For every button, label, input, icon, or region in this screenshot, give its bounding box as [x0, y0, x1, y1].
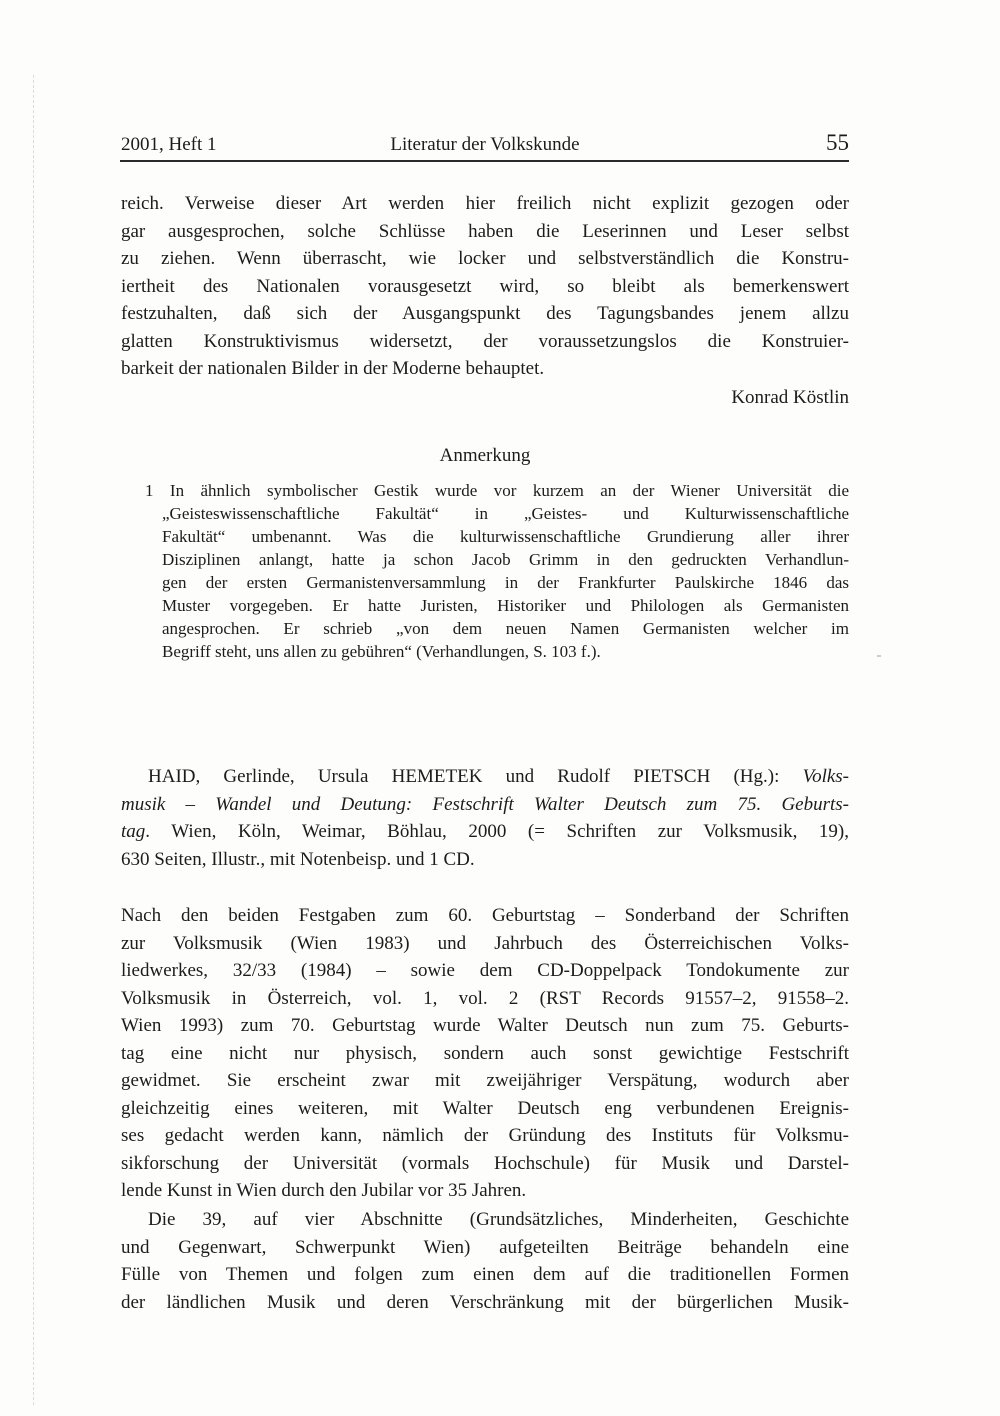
text-line: glatten Konstruktivismus widersetzt, der voraussetzungslos die Konstruier-	[121, 330, 849, 352]
footnote-line: Begriff steht, uns allen zu gebühren“ (Verhandlungen, S. 103 f.).	[162, 642, 601, 661]
text-line: tag eine nicht nur physisch, sondern auch sonst gewichtige Festschrift	[121, 1042, 849, 1064]
footnote-line: angesprochen. Er schrieb „von dem neuen Namen Germanisten welcher im	[162, 619, 849, 638]
text-line: Wien 1993) zum 70. Geburtstag wurde Walter Deutsch nun zum 75. Geburts-	[121, 1015, 849, 1036]
text-line: iertheit des Nationalen vorausgesetzt wird, so bleibt als bemerkenswert	[121, 275, 849, 297]
text-line: gar ausgesprochen, solche Schlüsse haben die Leserinnen und Leser selbst	[121, 220, 849, 242]
text-line: gleichzeitig eines weiteren, mit Walter Deutsch eng verbundenen Ereignis-	[121, 1097, 849, 1119]
text-line: festzuhalten, daß sich der Ausgangspunkt des Tagungsbandes jenem allzu	[121, 303, 849, 324]
text-line: zu ziehen. Wenn überrascht, wie locker und selbstverständlich die Konstru-	[121, 248, 849, 269]
footnote-line: Fakultät“ umbenannt. Was die kulturwissenschaftliche Grundierung aller ihrer	[162, 527, 849, 546]
text-line	[121, 818, 849, 846]
footnote-line: 1 In ähnlich symbolischer Gestik wurde vor kurzem an der Wiener Universität die	[145, 481, 849, 500]
text-line: gewidmet. Sie erscheint zwar mit zweijähriger Verspätung, wodurch aber	[121, 1070, 849, 1091]
header-rule	[120, 160, 849, 162]
citation-authors: HAID, Gerlinde, Ursula HEMETEK und Rudolf PIETSCH (Hg.):	[148, 766, 803, 787]
text-line: reich. Verweise dieser Art werden hier freilich nicht explizit gezogen oder	[121, 193, 849, 214]
footnote-1	[145, 479, 849, 663]
review-paragraph-1	[121, 902, 849, 1205]
notes-heading: Anmerkung	[439, 445, 531, 466]
text-line: Die 39, auf vier Abschnitte (Grundsätzliches, Minderheiten, Geschichte	[148, 1209, 849, 1230]
footnote-line: Disziplinen anlangt, hatte ja schon Jacob Grimm in den gedruckten Verhandlun-	[162, 550, 849, 569]
citation-extent: 630 Seiten, Illustr., mit Notenbeisp. und 1 CD.	[121, 848, 475, 870]
review-paragraph-2	[121, 1206, 849, 1316]
citation-publisher: . Wien, Köln, Weimar, Böhlau, 2000 (= Schriften zur Volksmusik, 19),	[145, 821, 849, 842]
text-line	[121, 763, 849, 791]
text-line: barkeit der nationalen Bilder in der Moderne behauptet.	[121, 358, 545, 379]
footnote-line: Muster vorgegeben. Er hatte Juristen, Historiker und Philologen als Germanisten	[162, 596, 849, 615]
page-header	[121, 130, 849, 156]
page-number: 55	[826, 130, 849, 155]
journal-issue: 2001, Heft 1	[121, 134, 217, 155]
text-line: zur Volksmusik (Wien 1983) und Jahrbuch des Österreichischen Volks-	[121, 932, 849, 954]
text-line: der ländlichen Musik und deren Verschränkung mit der bürgerlichen Musik-	[121, 1291, 849, 1313]
citation-title: Volks-	[802, 766, 849, 787]
text-line: Nach den beiden Festgaben zum 60. Geburtstag – Sonderband der Schriften	[121, 905, 849, 926]
text-line: lende Kunst in Wien durch den Jubilar vor 35 Jahren.	[121, 1180, 527, 1201]
scan-artifact-line	[33, 75, 34, 1405]
text-line: sikforschung der Universität (vormals Hochschule) für Musik und Darstel-	[121, 1152, 849, 1174]
citation-title: musik – Wandel und Deutung: Festschrift Walter Deutsch zum 75. Geburts-	[121, 793, 849, 815]
text-line	[121, 791, 849, 819]
closing-paragraph	[121, 190, 849, 383]
footnote-line: „Geisteswissenschaftliche Fakultät“ in „Geistes- und Kulturwissenschaftliche	[162, 504, 849, 523]
text-line	[121, 846, 849, 874]
text-line: Fülle von Themen und folgen zum einen dem auf die traditionellen Formen	[121, 1264, 849, 1285]
book-review-citation	[121, 763, 849, 873]
footnote-line: gen der ersten Germanistenversammlung in der Frankfurter Paulskirche 1846 das	[162, 573, 849, 592]
text-line: liedwerkes, 32/33 (1984) – sowie dem CD-Doppelpack Tondokumente zur	[121, 960, 849, 981]
author-signature: Konrad Köstlin	[731, 387, 849, 408]
section-title: Literatur der Volkskunde	[390, 134, 580, 155]
text-line: ses gedacht werden kann, nämlich der Gründung des Instituts für Volksmu-	[121, 1125, 849, 1146]
text-line: und Gegenwart, Schwerpunkt Wien) aufgeteilten Beiträge behandeln eine	[121, 1236, 849, 1258]
text-line: Volksmusik in Österreich, vol. 1, vol. 2 (RST Records 91557–2, 91558–2.	[121, 987, 849, 1009]
scan-speck	[877, 655, 881, 657]
citation-title: tag	[121, 821, 146, 842]
